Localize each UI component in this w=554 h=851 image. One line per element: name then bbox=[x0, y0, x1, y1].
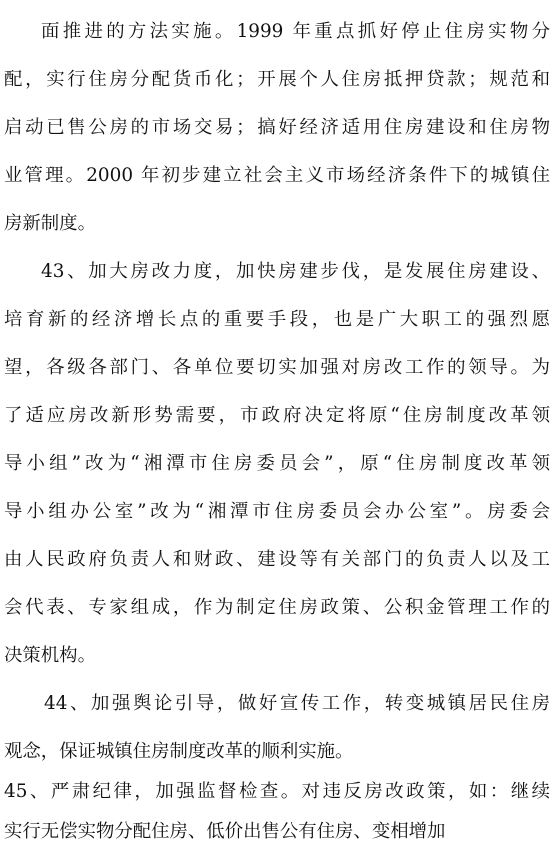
text-line: 配，实行住房分配货币化；开展个人住房抵押贷款；规范和 bbox=[4, 69, 550, 90]
text-line: 由人民政府负责人和财政、建设等有关部门的负责人以及工 bbox=[4, 549, 550, 570]
text-line: 房新制度。 bbox=[4, 213, 96, 234]
text-line: 观念，保证城镇住房制度改革的顺利实施。 bbox=[4, 741, 354, 762]
text-line: 决策机构。 bbox=[4, 645, 96, 666]
text-line: 业管理。2000 年初步建立社会主义市场经济条件下的城镇住 bbox=[4, 165, 550, 186]
text-line: 会代表、专家组成，作为制定住房政策、公积金管理工作的 bbox=[4, 597, 550, 618]
paragraph-45-first-line: 45、严肃纪律，加强监督检查。对违反房改政策，如：继续 bbox=[4, 781, 550, 802]
text-line: 启动已售公房的市场交易；搞好经济适用住房建设和住房物 bbox=[4, 117, 550, 138]
text-line: 望，各级各部门、各单位要切实加强对房改工作的领导。为 bbox=[4, 357, 550, 378]
text-line: 培育新的经济增长点的重要手段，也是广大职工的强烈愿 bbox=[4, 309, 550, 330]
text-line: 了适应房改新形势需要，市政府决定将原“住房制度改革领 bbox=[4, 405, 550, 426]
text-line: 面推进的方法实施。1999 年重点抓好停止住房实物分 bbox=[41, 21, 550, 42]
paragraph-43-first-line: 43、加大房改力度，加快房建步伐，是发展住房建设、 bbox=[41, 261, 550, 282]
text-line: 实行无偿实物分配住房、低价出售公有住房、变相增加 bbox=[4, 821, 446, 842]
paragraph-44-first-line: 44、加强舆论引导，做好宣传工作，转变城镇居民住房 bbox=[44, 693, 550, 714]
text-line: 导小组”改为“湘潭市住房委员会”，原“住房制度改革领 bbox=[4, 453, 550, 474]
text-line: 导小组办公室”改为“湘潭市住房委员会办公室”。房委会 bbox=[4, 501, 550, 522]
